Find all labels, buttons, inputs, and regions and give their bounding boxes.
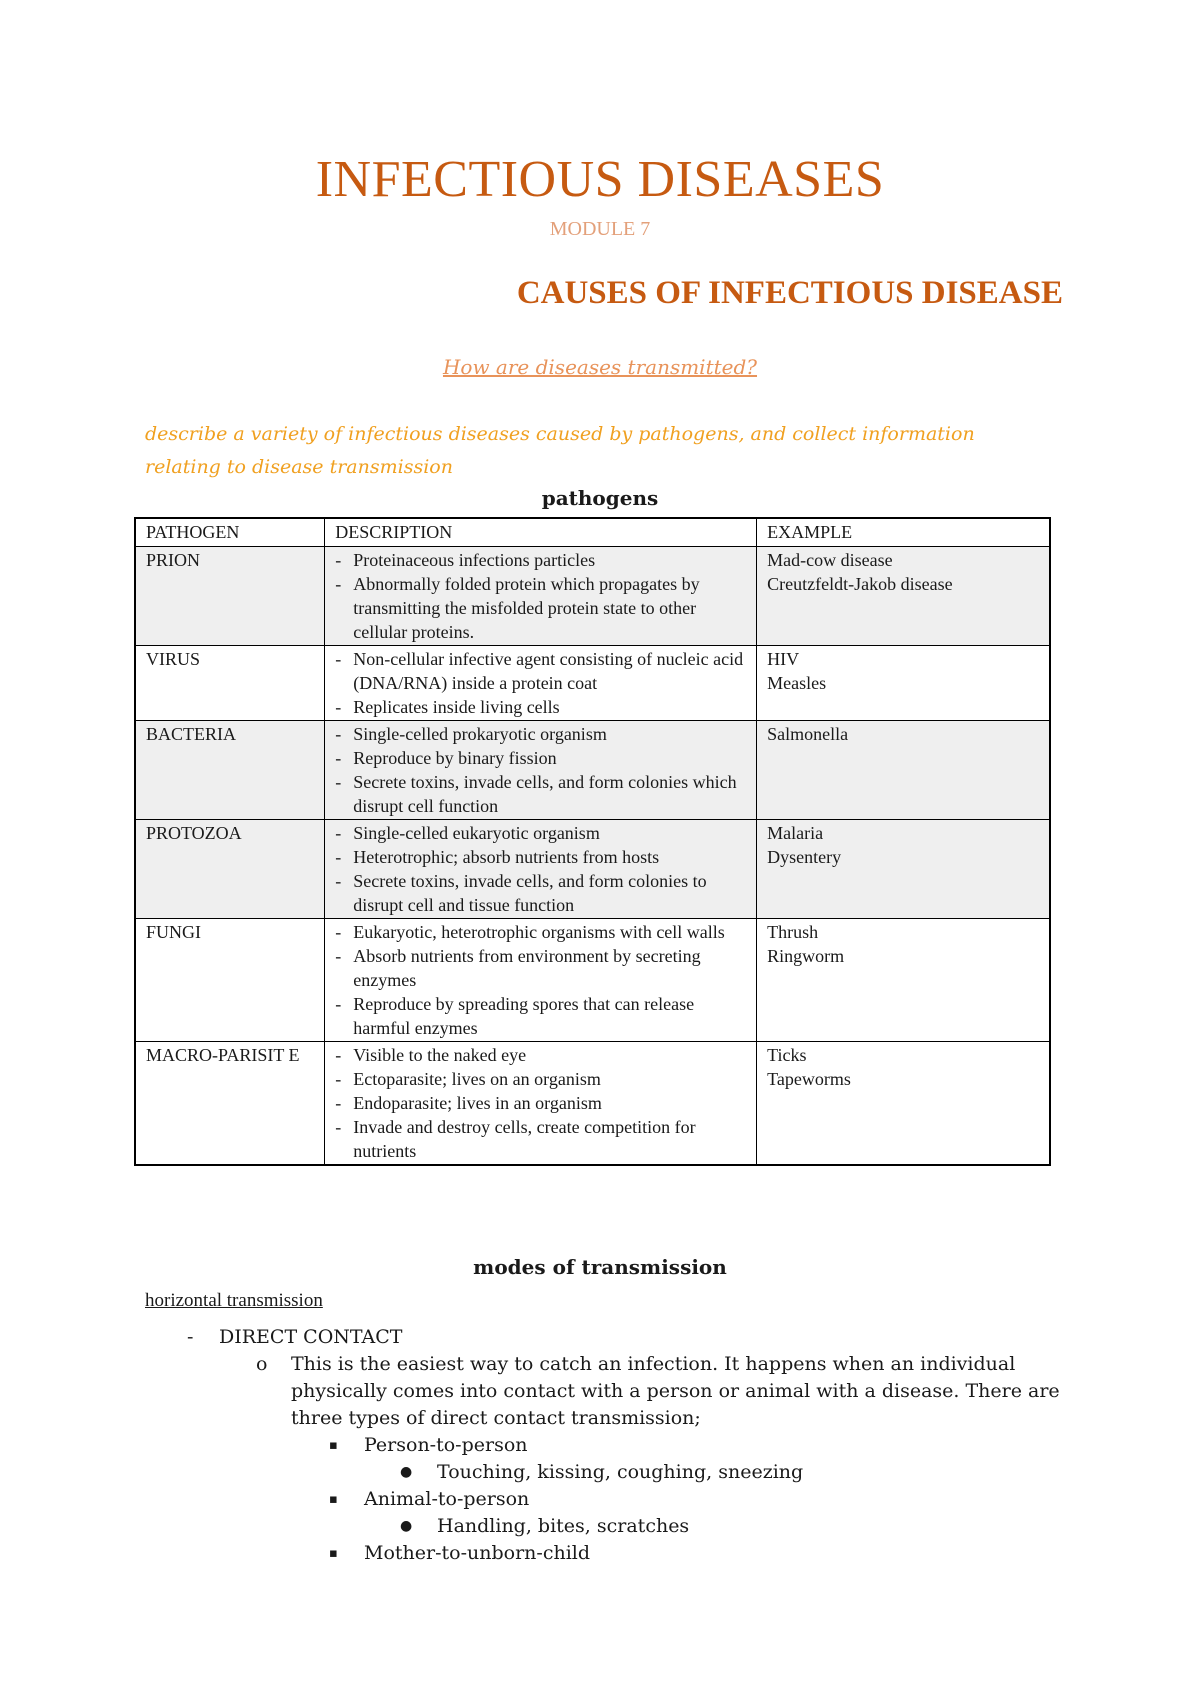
description-item: - Invade and destroy cells, create competition for nutrients [335,1115,747,1163]
description-item: - Replicates inside living cells [335,695,747,719]
question-heading: How are diseases transmitted? [442,355,758,379]
example-cell [757,547,1050,646]
example-item: Ticks [767,1045,807,1065]
example-item: Ringworm [767,946,845,966]
example-item: Measles [767,673,827,693]
square-bullet: ▪ [329,1438,338,1453]
example-item: HIV [767,649,800,669]
table-row [135,646,1050,721]
section-heading: CAUSES OF INFECTIOUS DISEASE [516,275,1063,311]
pathogens-table [134,517,1051,1166]
transmission-subheading: horizontal transmission [145,1290,323,1311]
table-row [135,919,1050,1042]
description-item: - Proteinaceous infections particles [335,548,747,572]
example-item: Malaria [767,823,824,843]
pathogen-cell: FUNGI [135,919,325,1042]
description-item: - Reproduce by binary fission [335,746,747,770]
circle-marker: o [256,1353,268,1375]
table-header-row [135,518,1050,547]
direct-contact-paragraph: This is the easiest way to catch an infection. It happens when an individual physically comes into contact with a person or animal with a disease. There are three types of direct contact transmission; [291,1353,1060,1429]
column-header: EXAMPLE [757,518,1050,547]
list-item-detail: Handling, bites, scratches [437,1515,690,1537]
square-bullet: ▪ [329,1492,338,1507]
description-item: - Single-celled prokaryotic organism [335,722,747,746]
description-cell [325,919,757,1042]
example-cell [757,646,1050,721]
description-list [335,647,747,719]
description-item: - Secrete toxins, invade cells, and form colonies which disrupt cell function [335,770,747,818]
description-item: - Ectoparasite; lives on an organism [335,1067,747,1091]
pathogen-cell: MACRO-PARISIT E [135,1042,325,1166]
list-item-person-to-person: Person-to-person [364,1434,528,1456]
document-title: INFECTIOUS DISEASES [315,151,885,208]
description-list [335,1043,747,1163]
description-item: - Heterotrophic; absorb nutrients from hosts [335,845,747,869]
description-cell [325,721,757,820]
example-item: Salmonella [767,724,849,744]
dot-bullet: ● [400,1464,413,1480]
example-item: Creutzfeldt-Jakob disease [767,574,953,594]
pathogen-cell: BACTERIA [135,721,325,820]
example-item: Thrush [767,922,819,942]
description-item: - Absorb nutrients from environment by secreting enzymes [335,944,747,992]
column-header: PATHOGEN [135,518,325,547]
pathogen-cell: VIRUS [135,646,325,721]
column-header: DESCRIPTION [325,518,757,547]
dot-bullet: ● [400,1518,413,1534]
description-item: - Eukaryotic, heterotrophic organisms with cell walls [335,920,747,944]
table-row [135,1042,1050,1166]
description-cell [325,547,757,646]
example-cell [757,919,1050,1042]
description-cell [325,1042,757,1166]
list-item-direct-contact: DIRECT CONTACT [219,1326,403,1348]
description-cell [325,646,757,721]
example-item: Dysentery [767,847,842,867]
description-list [335,722,747,818]
pathogen-cell: PRION [135,547,325,646]
dash-marker: - [187,1326,194,1348]
description-item: - Single-celled eukaryotic organism [335,821,747,845]
list-item-mother-to-unborn-child: Mother-to-unborn-child [364,1542,591,1564]
table-row [135,547,1050,646]
description-list [335,920,747,1040]
list-item-detail: Touching, kissing, coughing, sneezing [437,1461,804,1483]
transmission-heading: modes of transmission [473,1255,727,1279]
description-item: - Visible to the naked eye [335,1043,747,1067]
example-item: Mad-cow disease [767,550,893,570]
example-cell [757,820,1050,919]
description-cell [325,820,757,919]
table-row [135,820,1050,919]
description-list [335,821,747,917]
description-list [335,548,747,644]
description-item: - Secrete toxins, invade cells, and form colonies to disrupt cell and tissue function [335,869,747,917]
example-cell [757,1042,1050,1166]
description-item: - Non-cellular infective agent consisting of nucleic acid (DNA/RNA) inside a protein coat [335,647,747,695]
module-label: MODULE 7 [549,218,651,240]
table-caption: pathogens [541,486,659,510]
table-row [135,721,1050,820]
syllabus-description: describe a variety of infectious diseases caused by pathogens, and collect information relating to disease transmission [145,423,975,478]
square-bullet: ▪ [329,1546,338,1561]
example-cell [757,721,1050,820]
description-item: - Reproduce by spreading spores that can release harmful enzymes [335,992,747,1040]
list-item-animal-to-person: Animal-to-person [364,1488,530,1510]
description-item: - Endoparasite; lives in an organism [335,1091,747,1115]
pathogen-cell: PROTOZOA [135,820,325,919]
example-item: Tapeworms [767,1069,851,1089]
description-item: - Abnormally folded protein which propagates by transmitting the misfolded protein state to other cellular proteins. [335,572,747,644]
